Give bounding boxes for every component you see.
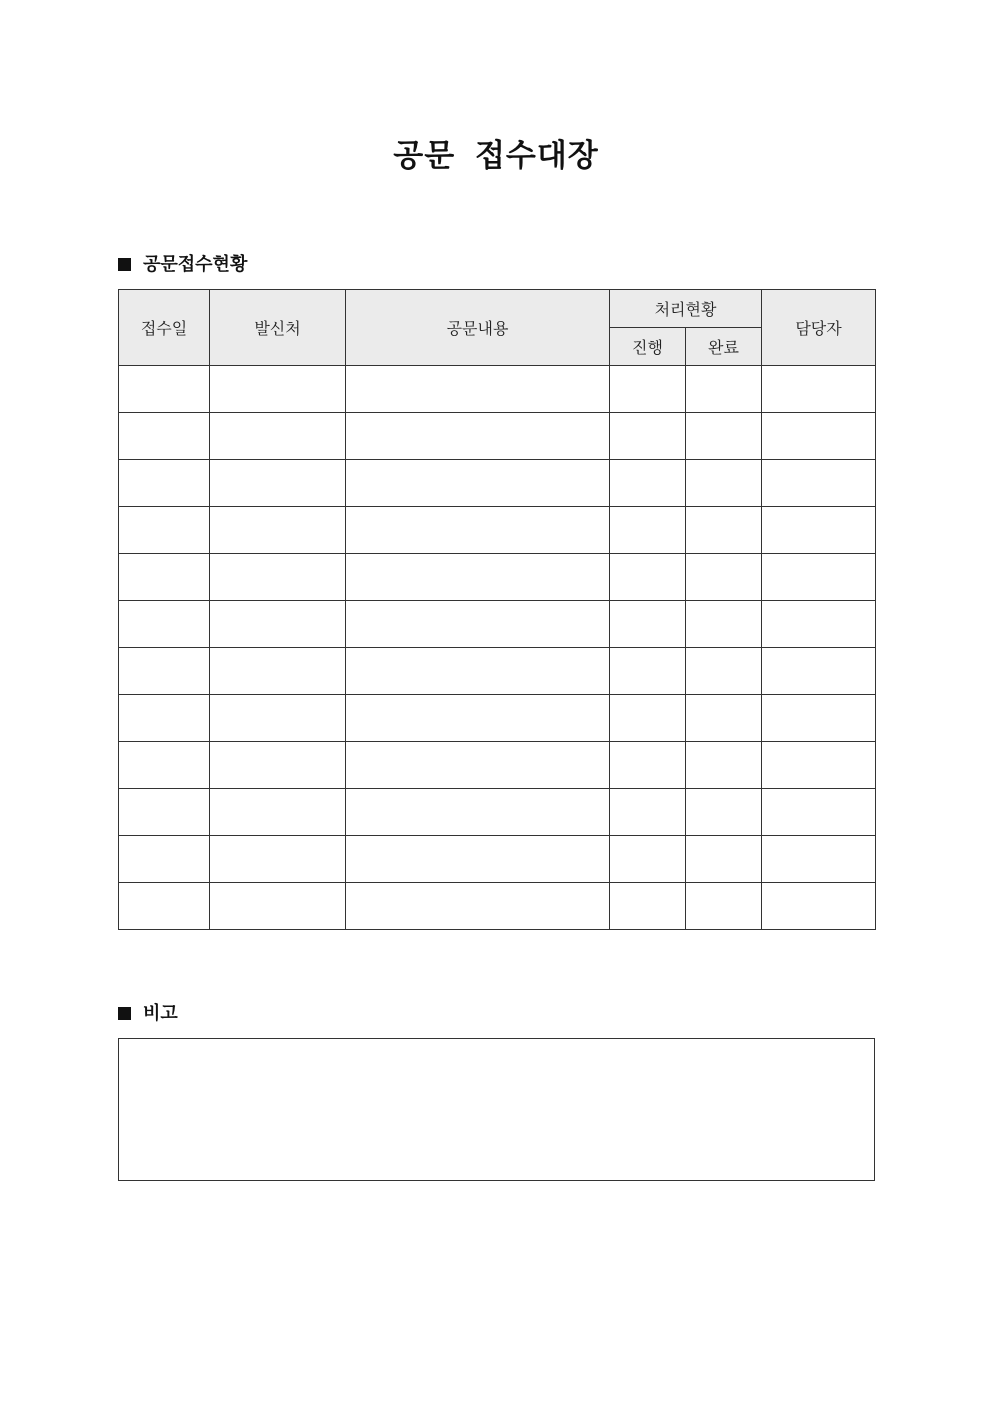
in-progress-cell[interactable] bbox=[610, 648, 686, 695]
content-cell[interactable] bbox=[346, 883, 610, 930]
content-cell[interactable] bbox=[346, 695, 610, 742]
sender-cell[interactable] bbox=[210, 648, 346, 695]
column-header-completed: 완료 bbox=[686, 328, 762, 366]
page-title: 공문 접수대장 bbox=[393, 138, 599, 174]
in-progress-cell[interactable] bbox=[610, 836, 686, 883]
square-bullet-icon bbox=[118, 258, 131, 271]
in-progress-cell[interactable] bbox=[610, 883, 686, 930]
completed-cell[interactable] bbox=[686, 742, 762, 789]
content-cell[interactable] bbox=[346, 554, 610, 601]
content-cell[interactable] bbox=[346, 836, 610, 883]
content-cell[interactable] bbox=[346, 601, 610, 648]
table-row bbox=[119, 836, 876, 883]
manager-cell[interactable] bbox=[762, 836, 876, 883]
completed-cell[interactable] bbox=[686, 789, 762, 836]
completed-cell[interactable] bbox=[686, 460, 762, 507]
content-cell[interactable] bbox=[346, 648, 610, 695]
manager-cell[interactable] bbox=[762, 883, 876, 930]
in-progress-cell[interactable] bbox=[610, 366, 686, 413]
sender-cell[interactable] bbox=[210, 413, 346, 460]
manager-cell[interactable] bbox=[762, 507, 876, 554]
table-row bbox=[119, 601, 876, 648]
date-cell[interactable] bbox=[119, 648, 210, 695]
completed-cell[interactable] bbox=[686, 601, 762, 648]
manager-cell[interactable] bbox=[762, 742, 876, 789]
manager-cell[interactable] bbox=[762, 554, 876, 601]
completed-cell[interactable] bbox=[686, 648, 762, 695]
completed-cell[interactable] bbox=[686, 507, 762, 554]
date-cell[interactable] bbox=[119, 695, 210, 742]
column-header-sender: 발신처 bbox=[210, 290, 346, 366]
remarks-box[interactable] bbox=[118, 1038, 875, 1181]
completed-cell[interactable] bbox=[686, 366, 762, 413]
manager-cell[interactable] bbox=[762, 460, 876, 507]
content-cell[interactable] bbox=[346, 507, 610, 554]
table-row bbox=[119, 789, 876, 836]
date-cell[interactable] bbox=[119, 460, 210, 507]
date-cell[interactable] bbox=[119, 413, 210, 460]
table-row bbox=[119, 554, 876, 601]
content-cell[interactable] bbox=[346, 366, 610, 413]
in-progress-cell[interactable] bbox=[610, 789, 686, 836]
date-cell[interactable] bbox=[119, 601, 210, 648]
date-cell[interactable] bbox=[119, 742, 210, 789]
date-cell[interactable] bbox=[119, 507, 210, 554]
section-heading-status-label: 공문접수현황 bbox=[143, 254, 248, 275]
table-row bbox=[119, 460, 876, 507]
sender-cell[interactable] bbox=[210, 836, 346, 883]
date-cell[interactable] bbox=[119, 366, 210, 413]
in-progress-cell[interactable] bbox=[610, 695, 686, 742]
sender-cell[interactable] bbox=[210, 554, 346, 601]
content-cell[interactable] bbox=[346, 789, 610, 836]
receipt-register-table bbox=[118, 289, 876, 930]
sender-cell[interactable] bbox=[210, 460, 346, 507]
section-heading-remarks-label: 비고 bbox=[143, 1003, 178, 1024]
column-header-processing: 처리현황 bbox=[610, 290, 762, 328]
square-bullet-icon bbox=[118, 1007, 131, 1020]
in-progress-cell[interactable] bbox=[610, 413, 686, 460]
column-header-date: 접수일 bbox=[119, 290, 210, 366]
section-heading-remarks bbox=[118, 1002, 178, 1026]
sender-cell[interactable] bbox=[210, 742, 346, 789]
column-header-content: 공문내용 bbox=[346, 290, 610, 366]
table-row bbox=[119, 366, 876, 413]
table-row bbox=[119, 742, 876, 789]
manager-cell[interactable] bbox=[762, 789, 876, 836]
column-header-in-progress: 진행 bbox=[610, 328, 686, 366]
manager-cell[interactable] bbox=[762, 413, 876, 460]
in-progress-cell[interactable] bbox=[610, 460, 686, 507]
completed-cell[interactable] bbox=[686, 883, 762, 930]
completed-cell[interactable] bbox=[686, 413, 762, 460]
manager-cell[interactable] bbox=[762, 695, 876, 742]
sender-cell[interactable] bbox=[210, 507, 346, 554]
manager-cell[interactable] bbox=[762, 648, 876, 695]
date-cell[interactable] bbox=[119, 883, 210, 930]
sender-cell[interactable] bbox=[210, 695, 346, 742]
table-row bbox=[119, 507, 876, 554]
register-body bbox=[119, 366, 876, 930]
section-heading-status bbox=[118, 253, 247, 277]
content-cell[interactable] bbox=[346, 460, 610, 507]
table-row bbox=[119, 413, 876, 460]
content-cell[interactable] bbox=[346, 742, 610, 789]
in-progress-cell[interactable] bbox=[610, 554, 686, 601]
in-progress-cell[interactable] bbox=[610, 601, 686, 648]
in-progress-cell[interactable] bbox=[610, 507, 686, 554]
in-progress-cell[interactable] bbox=[610, 742, 686, 789]
completed-cell[interactable] bbox=[686, 554, 762, 601]
sender-cell[interactable] bbox=[210, 883, 346, 930]
date-cell[interactable] bbox=[119, 554, 210, 601]
date-cell[interactable] bbox=[119, 789, 210, 836]
sender-cell[interactable] bbox=[210, 789, 346, 836]
manager-cell[interactable] bbox=[762, 601, 876, 648]
manager-cell[interactable] bbox=[762, 366, 876, 413]
column-header-manager: 담당자 bbox=[762, 290, 876, 366]
completed-cell[interactable] bbox=[686, 836, 762, 883]
content-cell[interactable] bbox=[346, 413, 610, 460]
table-row bbox=[119, 883, 876, 930]
table-row bbox=[119, 648, 876, 695]
sender-cell[interactable] bbox=[210, 366, 346, 413]
sender-cell[interactable] bbox=[210, 601, 346, 648]
table-row bbox=[119, 695, 876, 742]
date-cell[interactable] bbox=[119, 836, 210, 883]
completed-cell[interactable] bbox=[686, 695, 762, 742]
